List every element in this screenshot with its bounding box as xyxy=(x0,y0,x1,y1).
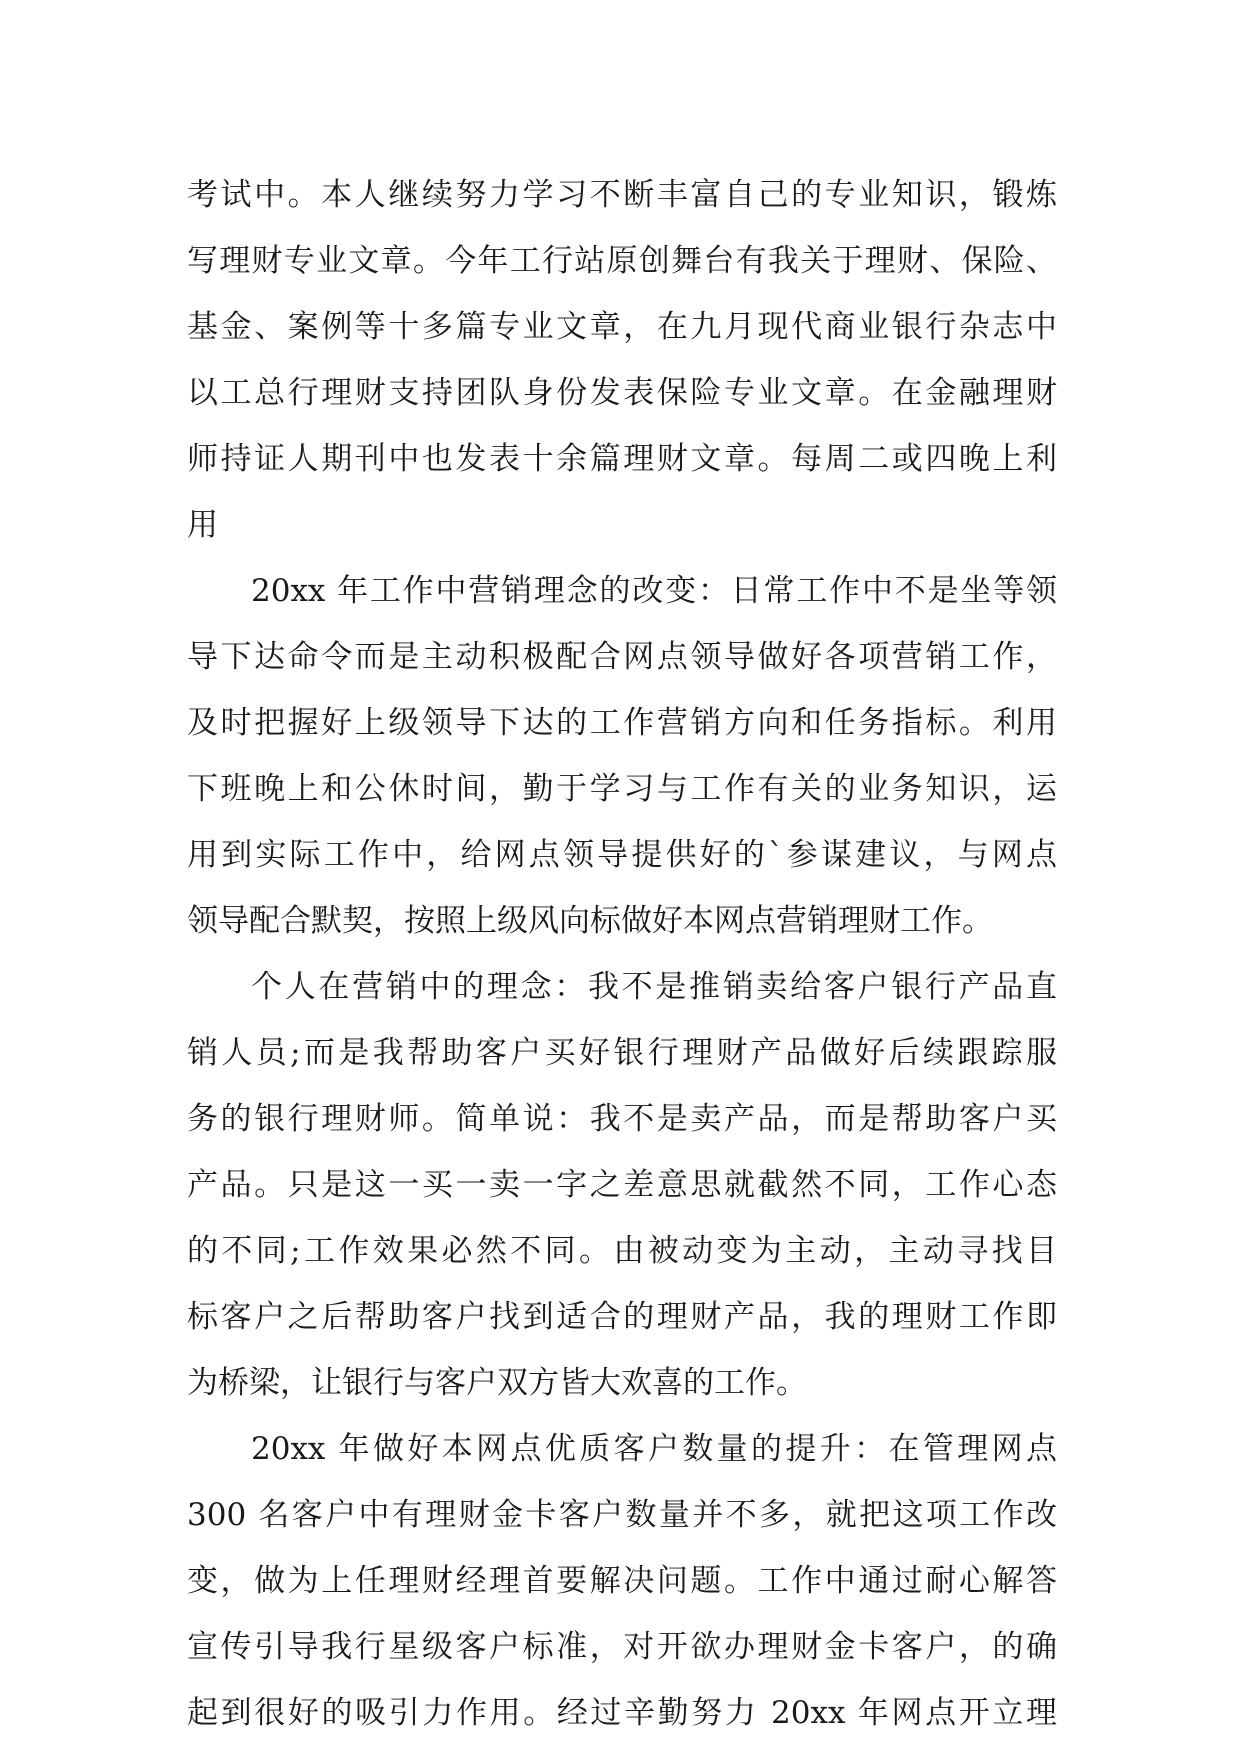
paragraph-line: 20xx 年工作中营销理念的改变：日常工作中不是坐等领 xyxy=(251,573,1057,609)
paragraph-line: 宣传引导我行星级客户标准，对开欲办理财金卡客户，的确 xyxy=(187,1629,1057,1665)
paragraph-line: 务的银行理财师。简单说：我不是卖产品，而是帮助客户买 xyxy=(187,1101,1057,1137)
paragraph-line: 20xx 年做好本网点优质客户数量的提升：在管理网点 xyxy=(251,1431,1057,1467)
paragraph-line: 导下达命令而是主动积极配合网点领导做好各项营销工作， xyxy=(187,639,1057,675)
paragraph-line: 用到实际工作中，给网点领导提供好的`参谋建议，与网点 xyxy=(187,837,1057,873)
paragraph-line: 起到很好的吸引力作用。经过辛勤努力 20xx 年网点开立理 xyxy=(187,1695,1057,1731)
paragraph-line: 的不同;工作效果必然不同。由被动变为主动，主动寻找目 xyxy=(187,1233,1057,1269)
paragraph-line: 为桥梁，让银行与客户双方皆大欢喜的工作。 xyxy=(187,1365,807,1401)
paragraph-line: 300 名客户中有理财金卡客户数量并不多，就把这项工作改 xyxy=(187,1497,1057,1533)
paragraph-line: 基金、案例等十多篇专业文章，在九月现代商业银行杂志中 xyxy=(187,309,1057,345)
paragraph-line: 领导配合默契，按照上级风向标做好本网点营销理财工作。 xyxy=(187,903,993,939)
paragraph-line: 考试中。本人继续努力学习不断丰富自己的专业知识，锻炼 xyxy=(187,177,1057,213)
paragraph-line: 以工总行理财支持团队身份发表保险专业文章。在金融理财 xyxy=(187,375,1057,411)
paragraph-line: 用 xyxy=(187,507,218,543)
paragraph-line: 产品。只是这一买一卖一字之差意思就截然不同，工作心态 xyxy=(187,1167,1057,1203)
paragraph-line: 个人在营销中的理念：我不是推销卖给客户银行产品直 xyxy=(251,969,1057,1005)
paragraph-line: 变，做为上任理财经理首要解决问题。工作中通过耐心解答 xyxy=(187,1563,1057,1599)
paragraph-line: 标客户之后帮助客户找到适合的理财产品，我的理财工作即 xyxy=(187,1299,1057,1335)
paragraph-line: 及时把握好上级领导下达的工作营销方向和任务指标。利用 xyxy=(187,705,1057,741)
paragraph-line: 销人员;而是我帮助客户买好银行理财产品做好后续跟踪服 xyxy=(187,1035,1057,1071)
paragraph-line: 写理财专业文章。今年工行站原创舞台有我关于理财、保险、 xyxy=(187,243,1057,279)
body-text xyxy=(187,162,1057,1746)
paragraph-line: 师持证人期刊中也发表十余篇理财文章。每周二或四晚上利 xyxy=(187,441,1057,477)
paragraph-line: 下班晚上和公休时间，勤于学习与工作有关的业务知识，运 xyxy=(187,771,1057,807)
